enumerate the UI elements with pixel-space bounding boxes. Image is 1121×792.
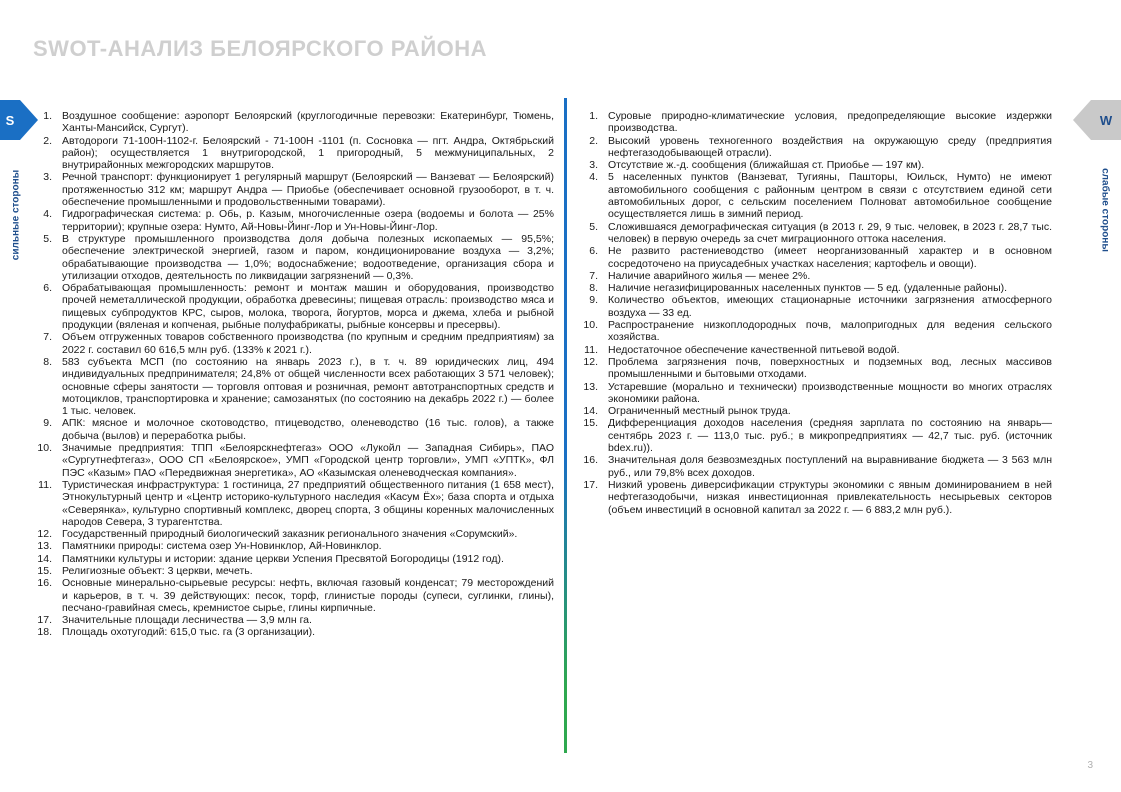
weakness-item-text: Сложившаяся демографическая ситуация (в 2013 г. 29, 9 тыс. человек, в 2023 г. 28,7 тыс. человек) в первую очередь за счет миграционного оттока населения.	[608, 220, 1052, 245]
weakness-item-number: 9.	[589, 294, 598, 307]
strength-item-number: 7.	[43, 331, 52, 344]
weakness-item-number: 7.	[589, 269, 598, 282]
strength-item-text: Памятники культуры и истории: здание церкви Успения Пресвятой Богородицы (1912 год).	[62, 552, 504, 565]
weakness-item-text: Низкий уровень диверсификации структуры экономики с явным доминированием в ней нефтегазодобычи, низкая инвестиционная привлекательность несырьевых секторов (объем инвестиций в основной капитал за 2022 г. — 6 883,2 млн руб.).	[608, 478, 1052, 516]
weakness-item-text: Значительная доля безвозмездных поступлений на выравнивание бюджета — 3 563 млн руб., или 79,8% всех доходов.	[608, 454, 1052, 479]
strength-item-text: Значимые предприятия: ТПП «Белоярскнефтегаз» ООО «Лукойл — Западная Сибирь», ПАО «Сургутнефтегаз», ООО СП «Белоярское», УМП «Городской центр торговли», УМП «УПТК», ФЛ ПЭС «Казым» ПАО «Передвижная энергетика», АО «Казымская оленеводческая компания».	[62, 442, 554, 479]
strength-item-text: Речной транспорт: функционирует 1 регулярный маршрут (Белоярский — Ванзеват — Белоярский) протяженностью 312 км; маршрут Андра — Приобье (обеспечивает основной грузооборот, в т. ч. обеспечение промышленными и продовольственными товарами).	[62, 171, 554, 209]
strengths-side-label	[6, 160, 26, 270]
weakness-item-number: 3.	[589, 159, 598, 172]
strength-item	[36, 442, 554, 479]
strength-item-number: 17.	[37, 614, 52, 627]
strength-item-text: Площадь охотугодий: 615,0 тыс. га (3 организации).	[62, 626, 315, 639]
weakness-item-number: 11.	[584, 343, 598, 356]
weakness-item-text: Проблема загрязнения почв, поверхностных и подземных вод, лесных массивов промышленными и бытовыми отходами.	[608, 355, 1052, 381]
strength-item	[36, 540, 554, 552]
strength-item-number: 4.	[43, 208, 52, 221]
strength-item-text: Обрабатывающая промышленность: ремонт и монтаж машин и оборудования, производство прочей неметаллической продукции, обработка древесины; пищевая отрасль: производство мяса и пищевых субпродуктов КРС, сыров, молока, творога, йогуртов, морса и джема, хлеба и рыбной продукции (вяленая и копченая, рыбные полуфабрикаты, рыбные консервы и пресервы).	[62, 282, 554, 332]
weakness-item	[582, 319, 1052, 344]
weakness-item	[582, 171, 1052, 220]
weakness-item-text: Не развито растениеводство (имеет неорганизованный характер и в основном сосредоточено на приусадебных участках населения; картофель и овощи).	[608, 245, 1052, 270]
strength-item	[36, 528, 554, 540]
weakness-item	[582, 270, 1052, 282]
weakness-item-number: 1.	[589, 110, 598, 122]
weakness-item	[582, 282, 1052, 294]
strength-item	[36, 171, 554, 208]
strengths-list	[36, 110, 554, 639]
strength-item-number: 5.	[43, 232, 52, 245]
weakness-item-number: 2.	[589, 134, 598, 147]
weakness-item-text: Дифференциация доходов населения (средняя зарплата по состоянию на январь—сентябрь 2023 г. — 113,0 тыс. руб.; в микропредприятиях — 42,7 тыс. руб. (источник bdex.ru)).	[608, 417, 1052, 455]
weakness-item-number: 8.	[589, 282, 598, 295]
weakness-item-text: Наличие негазифицированных населенных пунктов — 5 ед. (удаленные районы).	[608, 282, 1008, 295]
weaknesses-side-label-text: слабые стороны	[1099, 168, 1111, 252]
weakness-item	[582, 221, 1052, 246]
weakness-item-text: Суровые природно-климатические условия, предопределяющие высокие издержки производства.	[608, 110, 1052, 135]
weakness-item-text: Количество объектов, имеющих стационарные источники загрязнения атмосферного воздуха — 33 ед.	[608, 294, 1052, 319]
strength-item-text: Значительные площади лесничества — 3,9 млн га.	[62, 614, 312, 627]
strength-item-number: 18.	[37, 626, 52, 639]
weakness-item-number: 6.	[589, 245, 598, 258]
strength-item-text: Религиозные объект: 3 церкви, мечеть.	[62, 564, 253, 577]
strength-item	[36, 614, 554, 626]
strength-item-text: Воздушное сообщение: аэропорт Белоярский (круглогодичные перевозки: Екатеринбург, Тюмень, Ханты-Мансийск, Сургут).	[62, 110, 554, 135]
weakness-item-text: Высокий уровень техногенного воздействия на окружающую среду (предприятия нефтегазодобывающей отрасли).	[608, 134, 1052, 159]
column-divider	[564, 98, 567, 753]
weakness-item-number: 4.	[589, 171, 598, 184]
strength-item-number: 11.	[38, 478, 52, 491]
strength-item	[36, 553, 554, 565]
strength-item	[36, 577, 554, 614]
weakness-item-text: Устаревшие (морально и технически) производственные мощности во многих отраслях экономики района.	[608, 380, 1052, 405]
weakness-item	[582, 159, 1052, 171]
strength-item-text: Государственный природный биологический заказник регионального значения «Сорумский».	[62, 528, 518, 541]
strength-item	[36, 135, 554, 172]
weakness-item-number: 12.	[583, 355, 598, 368]
strength-item	[36, 233, 554, 282]
weakness-item	[582, 294, 1052, 319]
strength-item-number: 13.	[37, 540, 52, 553]
strengths-side-label-text: сильные стороны	[10, 169, 22, 261]
strength-item-number: 6.	[43, 282, 52, 295]
weakness-item	[582, 110, 1052, 135]
weakness-item	[582, 245, 1052, 270]
weakness-item-text: Наличие аварийного жилья — менее 2%.	[608, 269, 811, 282]
weaknesses-list	[582, 110, 1052, 516]
page-number: 3	[1087, 760, 1093, 771]
strength-item-number: 2.	[43, 134, 52, 147]
strength-item	[36, 479, 554, 528]
strength-item-number: 15.	[37, 564, 52, 577]
weakness-item-text: Недостаточное обеспечение качественной питьевой водой.	[608, 343, 900, 356]
weakness-item-number: 13.	[583, 380, 598, 393]
weakness-item-number: 5.	[589, 220, 598, 233]
weaknesses-badge: W	[1091, 100, 1121, 140]
strength-item	[36, 417, 554, 442]
strength-item-text: 583 субъекта МСП (по состоянию на январь 2023 г.), в т. ч. 89 юридических лиц, 494 индивидуальных предпринимателя; 24,8% от общей численности всех работающих 3 571 человек); основные сферы занятости — торговля оптовая и розничная, ремонт автотранспортных средств и мотоциклов, транспортировка и хранение; самозанятых (по состоянию на декабрь 2022 г.) — более 1 тыс. человек.	[62, 355, 554, 418]
strength-item-number: 12.	[37, 528, 52, 541]
weaknesses-side-label	[1095, 160, 1115, 260]
weakness-item	[582, 381, 1052, 406]
strength-item-number: 1.	[43, 110, 52, 122]
strength-item-number: 9.	[43, 417, 52, 430]
weakness-item-text: Ограниченный местный рынок труда.	[608, 405, 791, 418]
strength-item	[36, 565, 554, 577]
weakness-item	[582, 356, 1052, 381]
weakness-item-number: 16.	[583, 454, 598, 467]
strength-item	[36, 626, 554, 638]
strength-item-text: АПК: мясное и молочное скотоводство, птицеводство, оленеводство (16 тыс. голов), а также добыча (вылов) и переработка рыбы.	[62, 417, 554, 442]
weakness-item	[582, 454, 1052, 479]
weakness-item	[582, 417, 1052, 454]
weakness-item-text: Распространение низкоплодородных почв, малопригодных для ведения сельского хозяйства.	[608, 319, 1052, 344]
weakness-item-text: 5 населенных пунктов (Ванзеват, Тугияны, Пашторы, Юильск, Нумто) не имеют автомобильного сообщения с районным центром в связи с отсутствием единой сети автомобильных дорог, с сельским поселением Полноват автомобильное сообщение осуществляется лишь в зимний период.	[608, 171, 1052, 221]
strength-item-number: 14.	[37, 552, 52, 565]
strength-item-number: 8.	[43, 355, 52, 368]
strength-item	[36, 208, 554, 233]
strength-item-text: Памятники природы: система озер Ун-Новинклор, Ай-Новинклор.	[62, 540, 382, 553]
strength-item-number: 16.	[37, 577, 52, 590]
strength-item	[36, 356, 554, 417]
strength-item-text: Туристическая инфраструктура: 1 гостиница, 27 предприятий общественного питания (1 658 мест), Этнокультурный центр и «Центр историко-культурного наследия «Касум Ёх»; база спорта и отдыха «Северянка», культурно спортивный комплекс, дворец спорта, 3 общины коренных малочисленных народов Севера, 3 турагентства.	[62, 478, 554, 528]
weakness-item	[582, 135, 1052, 160]
strengths-badge: S	[0, 100, 20, 140]
strength-item	[36, 331, 554, 356]
weakness-item-text: Отсутствие ж.-д. сообщения (ближайшая ст. Приобье — 197 км).	[608, 159, 925, 172]
weakness-item	[582, 344, 1052, 356]
weakness-item-number: 15.	[583, 417, 598, 430]
weakness-item	[582, 479, 1052, 516]
strength-item-text: Автодороги 71-100Н-1102-г. Белоярский - 71-100Н -1101 (п. Сосновка — пгт. Андра, Октябрьский район); осуществляется 1 внутригородской, 1 пригородный, 5 межмуниципальных, 2 внутрирайонных межгородских маршрутов.	[62, 134, 554, 172]
page-title: SWOT-АНАЛИЗ БЕЛОЯРСКОГО РАЙОНА	[33, 36, 488, 61]
strength-item	[36, 282, 554, 331]
strength-item	[36, 110, 554, 135]
weakness-item-number: 17.	[583, 478, 598, 491]
weaknesses-badge-arrow	[1073, 100, 1091, 140]
weakness-item-number: 14.	[583, 405, 598, 418]
strength-item-number: 3.	[43, 171, 52, 184]
strength-item-text: Объем отгруженных товаров собственного производства (по крупным и средним предприятиям) за 2022 г. составил 60 616,5 млн руб. (133% к 2021 г.).	[62, 331, 554, 356]
strength-item-text: Гидрографическая система: р. Обь, р. Казым, многочисленные озера (водоемы и болота — 25% территории); крупные озера: Нумто, Ай-Новы-Йинг-Лор и Ун-Новы-Йинг-Лор.	[62, 208, 554, 233]
strength-item-text: Основные минерально-сырьевые ресурсы: нефть, включая газовый конденсат; 79 месторождений и карьеров, в т. ч. 39 действующих: песок, торф, глинистые породы (супеси, суглинки, глины), песчано-гравийная смесь, кремнистое сырье, глины кирпичные.	[62, 577, 554, 614]
strength-item-text: В структуре промышленного производства доля добыча полезных ископаемых — 95,5%; обеспечение электрической энергией, газом и паром, кондиционирование воздуха — 3,2%; обрабатывающие производства — 1,0%; водоснабжение; водоотведение, организация сбора и утилизации отходов, деятельность по ликвидации загрязнений — 0,3%.	[62, 232, 554, 282]
weakness-item	[582, 405, 1052, 417]
strength-item-number: 10.	[37, 442, 52, 455]
weakness-item-number: 10.	[583, 319, 598, 332]
